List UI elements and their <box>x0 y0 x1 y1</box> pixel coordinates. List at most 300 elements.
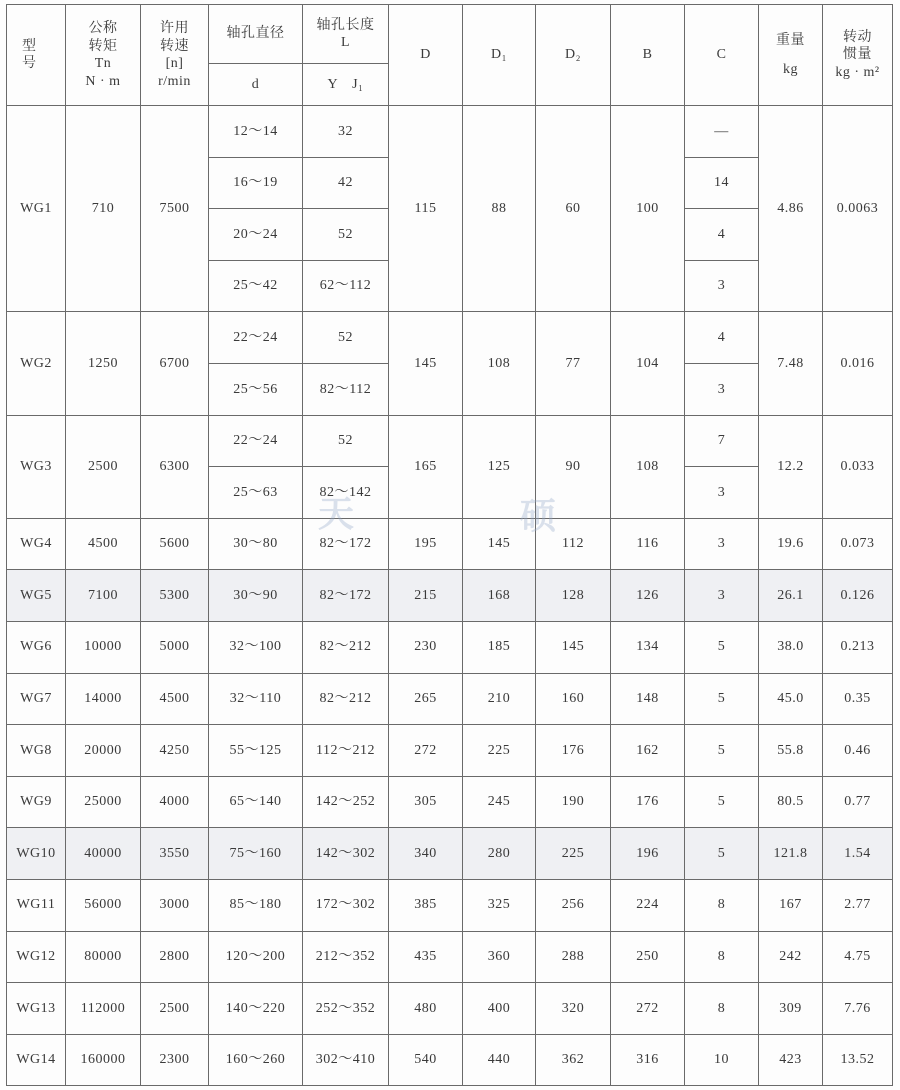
cell-weight <box>759 931 823 983</box>
cell-model-value: WG3 <box>20 458 52 474</box>
cell-bore-diameter-value: 22～24 <box>233 433 278 449</box>
cell-D1 <box>463 828 536 880</box>
cell-bore-diameter-value: 55～125 <box>229 742 282 758</box>
cell-model-value: WG7 <box>20 691 52 707</box>
table-row <box>7 725 893 777</box>
cell-bore-diameter <box>209 983 303 1035</box>
cell-torque-value: 160000 <box>80 1052 126 1068</box>
header-inertia-unit: kg · m² <box>835 64 880 80</box>
cell-inertia-value: 0.46 <box>844 742 871 758</box>
cell-B-value: 224 <box>636 897 659 913</box>
cell-speed-value: 5000 <box>159 639 190 655</box>
cell-C-value: 5 <box>717 639 726 655</box>
cell-inertia-value: 13.52 <box>840 1052 875 1068</box>
cell-bore-diameter <box>209 621 303 673</box>
cell-bore-diameter-value: 16～19 <box>233 175 278 191</box>
cell-speed-value: 6700 <box>159 355 190 371</box>
cell-inertia-value: 2.77 <box>844 897 871 913</box>
cell-torque-value: 2500 <box>88 458 118 474</box>
cell-speed <box>141 518 209 570</box>
cell-C <box>685 983 759 1035</box>
cell-torque <box>66 776 141 828</box>
cell-C-value: 8 <box>717 1000 726 1016</box>
cell-weight-value: 309 <box>779 1000 802 1016</box>
cell-model <box>7 983 66 1035</box>
cell-inertia-value: 0.35 <box>844 691 871 707</box>
header-B <box>611 5 685 106</box>
cell-bore-diameter <box>209 828 303 880</box>
cell-speed-value: 4250 <box>159 742 190 758</box>
cell-bore-length <box>303 260 389 312</box>
cell-model <box>7 415 66 518</box>
cell-speed <box>141 570 209 622</box>
table-row <box>7 673 893 725</box>
cell-C-value: — <box>714 123 729 139</box>
header-row-1 <box>7 5 893 64</box>
cell-torque <box>66 518 141 570</box>
cell-torque <box>66 570 141 622</box>
cell-B <box>611 106 685 312</box>
cell-bore-length-value: 82～212 <box>319 639 372 655</box>
cell-B-value: 176 <box>636 794 659 810</box>
cell-inertia-value: 0.016 <box>840 355 875 371</box>
header-bore-length <box>303 5 389 64</box>
cell-B <box>611 931 685 983</box>
cell-bore-diameter-value: 75～160 <box>229 845 282 861</box>
cell-bore-diameter-value: 32～100 <box>229 639 282 655</box>
cell-speed-value: 2800 <box>159 949 190 965</box>
cell-inertia-value: 0.213 <box>840 639 875 655</box>
cell-bore-diameter <box>209 209 303 261</box>
cell-bore-length <box>303 725 389 777</box>
cell-speed <box>141 106 209 312</box>
cell-D <box>389 621 463 673</box>
cell-C-value: 7 <box>717 433 726 449</box>
cell-model <box>7 1034 66 1086</box>
cell-speed <box>141 312 209 415</box>
table-row <box>7 828 893 880</box>
cell-D1 <box>463 621 536 673</box>
cell-torque <box>66 828 141 880</box>
header-bore-length-symbol: L <box>340 35 351 50</box>
cell-C-value: 4 <box>717 329 726 345</box>
cell-D2-value: 320 <box>561 1000 585 1016</box>
header-weight <box>759 5 823 106</box>
cell-speed-value: 6300 <box>159 458 190 474</box>
cell-speed <box>141 776 209 828</box>
cell-bore-diameter-value: 25～63 <box>233 484 278 500</box>
cell-D1 <box>463 983 536 1035</box>
cell-bore-length <box>303 879 389 931</box>
cell-weight-value: 45.0 <box>777 691 804 707</box>
cell-bore-diameter <box>209 776 303 828</box>
cell-C <box>685 725 759 777</box>
table-row <box>7 415 893 467</box>
cell-torque <box>66 415 141 518</box>
watermark-char-1: 天 <box>318 494 355 535</box>
cell-weight <box>759 570 823 622</box>
cell-B-value: 250 <box>636 949 659 965</box>
cell-D-value: 265 <box>414 691 437 707</box>
cell-torque <box>66 983 141 1035</box>
header-model <box>7 5 78 106</box>
cell-model-value: WG12 <box>16 949 56 965</box>
cell-C-value: 8 <box>717 897 726 913</box>
cell-weight-value: 55.8 <box>777 742 804 758</box>
cell-weight <box>759 983 823 1035</box>
cell-D2 <box>536 828 611 880</box>
header-bore-length-sub <box>303 64 389 106</box>
cell-B-value: 316 <box>636 1052 659 1068</box>
cell-C <box>685 209 759 261</box>
cell-D <box>389 673 463 725</box>
cell-weight <box>759 312 823 415</box>
table-row <box>7 983 893 1035</box>
cell-D1-value: 185 <box>487 639 511 655</box>
cell-D1 <box>463 1034 536 1086</box>
cell-B-value: 108 <box>636 458 659 474</box>
cell-bore-diameter <box>209 931 303 983</box>
cell-C <box>685 879 759 931</box>
cell-speed <box>141 983 209 1035</box>
cell-bore-diameter-value: 25～42 <box>233 278 278 294</box>
header-torque-unit: N · m <box>85 73 121 89</box>
cell-D1-value: 125 <box>487 458 511 474</box>
cell-D2 <box>536 1034 611 1086</box>
cell-bore-length <box>303 209 389 261</box>
cell-speed-value: 7500 <box>159 200 190 216</box>
cell-C-value: 3 <box>717 587 726 603</box>
cell-B-value: 196 <box>636 845 659 861</box>
cell-D1-value: 280 <box>487 845 511 861</box>
cell-C-value: 5 <box>717 691 726 707</box>
header-D <box>389 5 463 106</box>
header-torque <box>66 5 141 106</box>
cell-D-value: 435 <box>414 949 437 965</box>
cell-D-value: 230 <box>414 639 437 655</box>
cell-speed <box>141 879 209 931</box>
cell-C-value: 10 <box>714 1052 729 1068</box>
cell-D2-value: 190 <box>561 794 585 810</box>
header-bore-length-types: Y J₁ <box>327 76 364 92</box>
cell-speed-value: 2300 <box>159 1052 190 1068</box>
cell-D2 <box>536 518 611 570</box>
cell-inertia <box>823 673 893 725</box>
cell-D-value: 272 <box>414 742 437 758</box>
cell-model-value: WG11 <box>16 897 56 913</box>
cell-B <box>611 725 685 777</box>
cell-inertia-value: 0.073 <box>840 536 875 552</box>
cell-B-value: 104 <box>636 355 659 371</box>
table-row <box>7 518 893 570</box>
cell-C <box>685 518 759 570</box>
cell-speed <box>141 673 209 725</box>
cell-D1 <box>463 312 536 415</box>
cell-D1-value: 325 <box>487 897 511 913</box>
cell-weight-value: 26.1 <box>777 587 804 603</box>
cell-bore-length <box>303 983 389 1035</box>
cell-torque <box>66 106 141 312</box>
cell-D <box>389 776 463 828</box>
cell-B <box>611 570 685 622</box>
cell-speed-value: 3550 <box>159 845 190 861</box>
header-torque-symbol: Tn <box>94 56 112 71</box>
cell-D1-value: 168 <box>487 587 511 603</box>
header-inertia <box>823 5 893 106</box>
header-D1-label: D₁ <box>491 47 507 63</box>
cell-bore-diameter <box>209 467 303 519</box>
cell-B <box>611 879 685 931</box>
cell-speed <box>141 415 209 518</box>
cell-bore-diameter-value: 65～140 <box>229 794 282 810</box>
header-speed-line1: 许用 <box>160 21 189 36</box>
cell-D-value: 340 <box>414 845 437 861</box>
cell-bore-diameter <box>209 312 303 364</box>
cell-D2-value: 160 <box>561 691 585 707</box>
cell-D2-value: 90 <box>565 458 581 474</box>
cell-D1-value: 245 <box>487 794 511 810</box>
header-speed-symbol: [n] <box>165 56 184 71</box>
cell-bore-length <box>303 931 389 983</box>
cell-model-value: WG2 <box>20 355 52 371</box>
cell-weight-value: 7.48 <box>777 355 804 371</box>
cell-inertia-value: 0.77 <box>844 794 871 810</box>
cell-model <box>7 776 66 828</box>
cell-model <box>7 879 66 931</box>
cell-speed <box>141 725 209 777</box>
cell-D1 <box>463 415 536 518</box>
cell-C <box>685 673 759 725</box>
cell-torque-value: 10000 <box>84 639 122 655</box>
cell-bore-diameter <box>209 570 303 622</box>
cell-weight-value: 80.5 <box>777 794 804 810</box>
cell-speed <box>141 1034 209 1086</box>
cell-D2-value: 225 <box>561 845 585 861</box>
cell-bore-diameter-value: 12～14 <box>233 123 278 139</box>
cell-weight <box>759 415 823 518</box>
header-D2-label: D₂ <box>565 47 581 63</box>
cell-C-value: 5 <box>717 845 726 861</box>
cell-model-value: WG5 <box>20 587 52 603</box>
cell-B-value: 100 <box>636 200 659 216</box>
cell-bore-length-value: 32 <box>338 123 353 139</box>
cell-inertia <box>823 828 893 880</box>
cell-D1-value: 145 <box>487 536 511 552</box>
cell-inertia <box>823 621 893 673</box>
cell-bore-length-value: 52 <box>338 433 353 449</box>
cell-D-value: 145 <box>414 355 437 371</box>
cell-D-value: 165 <box>414 458 437 474</box>
cell-bore-diameter <box>209 363 303 415</box>
cell-D <box>389 518 463 570</box>
cell-inertia <box>823 1034 893 1086</box>
cell-weight-value: 167 <box>779 897 802 913</box>
cell-speed-value: 2500 <box>159 1000 190 1016</box>
cell-inertia <box>823 983 893 1035</box>
cell-C <box>685 776 759 828</box>
watermark-char-2: 硕 <box>520 496 557 537</box>
cell-D1-value: 225 <box>487 742 511 758</box>
cell-D2 <box>536 570 611 622</box>
cell-weight-value: 423 <box>779 1052 802 1068</box>
cell-C <box>685 260 759 312</box>
cell-bore-diameter-value: 140～220 <box>225 1000 286 1016</box>
cell-C <box>685 931 759 983</box>
cell-D-value: 215 <box>414 587 437 603</box>
cell-D-value: 305 <box>414 794 437 810</box>
cell-D1-value: 210 <box>487 691 511 707</box>
cell-D <box>389 725 463 777</box>
cell-speed <box>141 828 209 880</box>
cell-inertia-value: 4.75 <box>844 949 871 965</box>
cell-C-value: 3 <box>717 278 726 294</box>
cell-D <box>389 879 463 931</box>
cell-speed-value: 4500 <box>159 691 190 707</box>
cell-weight <box>759 673 823 725</box>
cell-weight <box>759 1034 823 1086</box>
cell-bore-length-value: 82～212 <box>319 691 372 707</box>
table-row <box>7 1034 893 1086</box>
cell-torque <box>66 879 141 931</box>
cell-model-value: WG1 <box>20 200 52 216</box>
cell-B <box>611 776 685 828</box>
cell-bore-length-value: 82～172 <box>319 587 372 603</box>
cell-bore-diameter-value: 160～260 <box>225 1052 286 1068</box>
cell-bore-diameter <box>209 518 303 570</box>
cell-C <box>685 312 759 364</box>
cell-B-value: 148 <box>636 691 659 707</box>
cell-C-value: 4 <box>717 226 726 242</box>
cell-inertia <box>823 931 893 983</box>
cell-weight <box>759 725 823 777</box>
cell-C <box>685 570 759 622</box>
cell-bore-diameter-value: 85～180 <box>229 897 282 913</box>
header-D-label: D <box>420 47 431 63</box>
cell-D-value: 195 <box>414 536 437 552</box>
cell-B <box>611 828 685 880</box>
cell-B-value: 116 <box>636 536 659 552</box>
cell-bore-diameter <box>209 1034 303 1086</box>
cell-inertia-value: 0.0063 <box>836 200 879 216</box>
cell-weight <box>759 106 823 312</box>
cell-C <box>685 467 759 519</box>
cell-C-value: 3 <box>717 536 726 552</box>
cell-bore-length-value: 62～112 <box>319 278 372 294</box>
cell-speed <box>141 931 209 983</box>
cell-model-value: WG10 <box>16 845 56 861</box>
cell-bore-diameter-value: 30～90 <box>233 587 278 603</box>
cell-D2 <box>536 106 611 312</box>
cell-model <box>7 673 66 725</box>
cell-bore-length <box>303 106 389 158</box>
cell-D2-value: 145 <box>561 639 585 655</box>
cell-D <box>389 931 463 983</box>
cell-torque-value: 7100 <box>88 587 118 603</box>
cell-inertia <box>823 312 893 415</box>
cell-C-value: 5 <box>717 794 726 810</box>
cell-torque-value: 1250 <box>88 355 118 371</box>
cell-bore-diameter-value: 25～56 <box>233 381 278 397</box>
cell-bore-length-value: 112～212 <box>316 742 375 758</box>
cell-bore-length-value: 302～410 <box>315 1052 376 1068</box>
table-row <box>7 879 893 931</box>
header-C-label: C <box>716 47 727 63</box>
table-row <box>7 621 893 673</box>
cell-bore-diameter <box>209 673 303 725</box>
cell-D1 <box>463 518 536 570</box>
cell-torque-value: 4500 <box>88 536 118 552</box>
cell-model-value: WG9 <box>20 794 52 810</box>
cell-C-value: 14 <box>714 175 729 191</box>
cell-speed <box>141 621 209 673</box>
cell-weight-value: 12.2 <box>777 458 804 474</box>
cell-D2 <box>536 725 611 777</box>
table-row <box>7 312 893 364</box>
cell-B <box>611 312 685 415</box>
cell-torque <box>66 673 141 725</box>
cell-model-value: WG8 <box>20 742 52 758</box>
cell-torque-value: 14000 <box>84 691 122 707</box>
cell-bore-length-value: 82～112 <box>319 381 372 397</box>
cell-D2 <box>536 776 611 828</box>
cell-bore-diameter <box>209 415 303 467</box>
header-bore-diameter-label: 轴孔直径 <box>226 26 285 42</box>
cell-model-value: WG6 <box>20 639 52 655</box>
cell-inertia <box>823 570 893 622</box>
cell-weight <box>759 828 823 880</box>
cell-bore-length <box>303 467 389 519</box>
cell-D <box>389 828 463 880</box>
cell-bore-length <box>303 570 389 622</box>
header-bore-diameter <box>209 5 303 64</box>
cell-inertia <box>823 106 893 312</box>
cell-model <box>7 570 66 622</box>
coupling-spec-table <box>6 4 893 1086</box>
cell-bore-diameter-value: 30～80 <box>233 536 278 552</box>
cell-bore-diameter <box>209 157 303 209</box>
cell-model-value: WG14 <box>16 1052 56 1068</box>
cell-D <box>389 1034 463 1086</box>
cell-bore-length-value: 52 <box>338 329 353 345</box>
cell-torque <box>66 1034 141 1086</box>
cell-D2 <box>536 312 611 415</box>
cell-bore-length <box>303 363 389 415</box>
cell-bore-length-value: 142～302 <box>315 845 376 861</box>
cell-D1 <box>463 106 536 312</box>
cell-inertia <box>823 725 893 777</box>
cell-bore-diameter-value: 20～24 <box>233 226 278 242</box>
cell-inertia-value: 0.033 <box>840 458 875 474</box>
cell-bore-length <box>303 621 389 673</box>
cell-torque-value: 25000 <box>84 794 122 810</box>
cell-bore-diameter <box>209 725 303 777</box>
cell-bore-diameter <box>209 879 303 931</box>
cell-weight-value: 121.8 <box>773 845 808 861</box>
cell-D <box>389 415 463 518</box>
header-model-label: 型 号 <box>22 38 78 71</box>
header-torque-line1: 公称 <box>88 21 118 36</box>
header-C <box>685 5 759 106</box>
cell-speed-value: 5600 <box>159 536 190 552</box>
cell-bore-length <box>303 157 389 209</box>
cell-bore-diameter <box>209 260 303 312</box>
cell-bore-length <box>303 518 389 570</box>
cell-inertia <box>823 879 893 931</box>
header-inertia-line1: 转动 <box>843 29 872 45</box>
cell-D1-value: 360 <box>487 949 511 965</box>
header-speed-unit: r/min <box>158 73 191 89</box>
cell-D <box>389 570 463 622</box>
